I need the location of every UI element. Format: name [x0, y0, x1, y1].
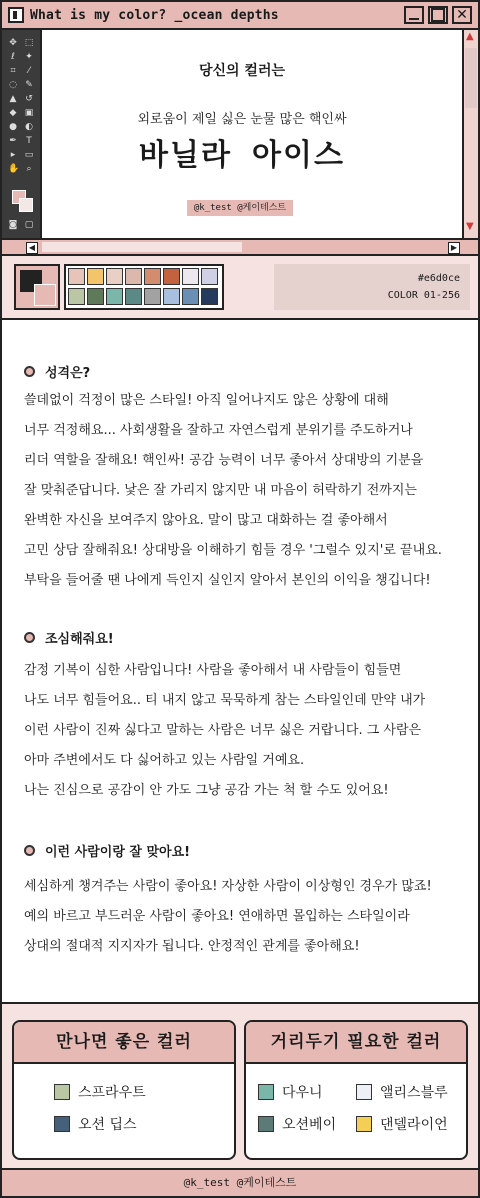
heal-tool-icon[interactable]: ◌: [9, 80, 17, 90]
pen-tool-icon[interactable]: ✒: [9, 136, 17, 146]
toolbox: [2, 30, 42, 238]
close-button[interactable]: ✕: [452, 6, 472, 24]
magic-wand-icon[interactable]: ✦: [25, 52, 33, 62]
palette-swatch[interactable]: [144, 288, 161, 305]
stamp-tool-icon[interactable]: ▲: [9, 94, 17, 104]
blur-tool-icon[interactable]: ●: [9, 122, 17, 132]
color-match-area: [2, 1002, 478, 1168]
brush-tool-icon[interactable]: ✎: [25, 80, 33, 90]
color-chip: [258, 1084, 274, 1100]
color-code: COLOR 01-256: [387, 290, 460, 301]
avoid-color-item: 오션베이: [258, 1114, 336, 1134]
text-line: 쓸데없이 걱정이 많은 스타일! 아직 일어나지도 않은 상황에 대해: [24, 393, 389, 408]
result-subtitle: 외로움이 제일 싫은 눈물 많은 핵인싸: [137, 112, 347, 127]
palette-swatch[interactable]: [182, 268, 199, 285]
quick-mask-icon[interactable]: ◙: [8, 220, 18, 230]
horizontal-scrollbar[interactable]: [2, 238, 478, 256]
color-chip: [258, 1116, 274, 1132]
color-chip: [356, 1116, 372, 1132]
marquee-tool-icon[interactable]: ⬚: [24, 38, 34, 48]
palette-swatch[interactable]: [125, 268, 142, 285]
screen-mode-icon[interactable]: ▢: [24, 220, 34, 230]
palette-swatch[interactable]: [201, 288, 218, 305]
palette-swatch[interactable]: [87, 268, 104, 285]
shape-tool-icon[interactable]: ▭: [24, 150, 34, 160]
scroll-left-arrow-icon[interactable]: ◀: [26, 242, 38, 254]
path-select-icon[interactable]: ▸: [10, 150, 16, 160]
color-hex: #e6d0ce: [417, 273, 460, 284]
avoid-color-card-title: 거리두기 필요한 컬러: [246, 1022, 466, 1064]
palette-swatch[interactable]: [106, 288, 123, 305]
color-chip: [54, 1116, 70, 1132]
text-line: 너무 걱정해요... 사회생활을 잘하고 자연스럽게 분위기를 주도하거나: [24, 423, 413, 438]
eraser-tool-icon[interactable]: ◆: [9, 108, 17, 118]
vertical-scroll-thumb[interactable]: [465, 48, 477, 108]
result-heading: 당신의 컬러는: [198, 63, 286, 79]
text-line: 예의 바르고 부드러운 사람이 좋아요! 연애하면 몰입하는 스타일이라: [24, 909, 410, 924]
text-line: 부탁을 들어줄 땐 나에게 득인지 실인지 알아서 본인의 이익을 챙깁니다!: [24, 573, 431, 588]
palette-swatch[interactable]: [144, 268, 161, 285]
good-color-item: 오션 딥스: [54, 1114, 137, 1134]
text-line: 나도 너무 힘들어요.. 티 내지 않고 묵묵하게 참는 스타일인데 만약 내가: [24, 693, 426, 708]
hand-tool-icon[interactable]: ✋: [8, 164, 20, 174]
color-chip: [356, 1084, 372, 1100]
zoom-tool-icon[interactable]: ⌕: [26, 164, 32, 174]
scroll-down-arrow-icon[interactable]: ▼: [466, 221, 474, 232]
palette-swatch[interactable]: [182, 288, 199, 305]
scroll-right-arrow-icon[interactable]: ▶: [448, 242, 460, 254]
section-title-match: 이런 사람이랑 잘 맞아요!: [24, 841, 190, 860]
move-tool-icon[interactable]: ✥: [9, 38, 17, 48]
section-title-personality: 성격은?: [24, 362, 90, 381]
dodge-tool-icon[interactable]: ◐: [25, 122, 33, 132]
history-brush-icon[interactable]: ↺: [25, 94, 33, 104]
text-line: 아마 주변에서도 다 싫어하고 있는 사람일 거예요.: [24, 753, 305, 768]
avoid-color-card: [244, 1020, 468, 1160]
maximize-button[interactable]: [428, 6, 448, 24]
section-title-caution: 조심해줘요!: [24, 628, 114, 647]
bullet-icon: [24, 366, 35, 377]
palette-swatch[interactable]: [163, 288, 180, 305]
text-line: 완벽한 자신을 보여주지 않아요. 말이 많고 대화하는 걸 좋아해서: [24, 513, 388, 528]
crop-tool-icon[interactable]: ⌗: [10, 66, 16, 76]
title-bar: [2, 2, 478, 30]
avoid-color-item: 댄델라이언: [356, 1114, 448, 1134]
canvas-document: [42, 30, 462, 238]
lasso-tool-icon[interactable]: ℓ: [11, 52, 15, 62]
result-color-name: 바닐라 아이스: [139, 138, 345, 173]
eyedropper-icon[interactable]: ⁄: [28, 66, 30, 76]
avoid-color-item: 다우니: [258, 1082, 323, 1102]
app-icon: [8, 7, 24, 23]
current-color-swatch[interactable]: [14, 264, 60, 310]
text-line: 상대의 절대적 지지자가 됩니다. 안정적인 관계를 좋아해요!: [24, 939, 360, 954]
vertical-scrollbar[interactable]: [462, 30, 478, 238]
palette-swatch[interactable]: [87, 288, 104, 305]
horizontal-scroll-thumb[interactable]: [42, 242, 242, 252]
color-chip: [54, 1084, 70, 1100]
palette-swatch[interactable]: [68, 268, 85, 285]
palette-swatch[interactable]: [201, 268, 218, 285]
avoid-color-item: 앨리스블루: [356, 1082, 448, 1102]
palette-swatch[interactable]: [125, 288, 142, 305]
text-line: 나는 진심으로 공감이 안 가도 그냥 공감 가는 척 할 수도 있어요!: [24, 783, 389, 798]
bullet-icon: [24, 845, 35, 856]
description-content: [2, 320, 478, 1002]
section-text-match: [24, 872, 474, 962]
text-line: 감정 기복이 심한 사람입니다! 사람을 좋아해서 내 사람들이 힘들면: [24, 663, 402, 678]
text-line: 고민 상담 잘해줘요! 상대방을 이해하기 힘들 경우 '그럴수 있지'로 끝내요.: [24, 543, 442, 558]
minimize-button[interactable]: [404, 6, 424, 24]
section-text-personality: [24, 386, 474, 596]
palette-swatch[interactable]: [163, 268, 180, 285]
palette-swatch[interactable]: [68, 288, 85, 305]
canvas-area: [42, 30, 462, 238]
palette-grid: [64, 264, 224, 310]
gradient-tool-icon[interactable]: ▣: [24, 108, 34, 118]
text-line: 리더 역할을 잘해요! 핵인싸! 공감 능력이 너무 좋아서 상대방의 기분을: [24, 453, 424, 468]
footer-credit: @k_test @케이테스트: [2, 1168, 478, 1196]
secondary-swatch: [34, 284, 56, 306]
palette-bar: [2, 256, 478, 320]
credit-tag: @k_test @케이테스트: [187, 200, 293, 216]
window-title: What is my color? _ocean depths: [30, 8, 279, 23]
type-tool-icon[interactable]: T: [26, 136, 32, 146]
good-color-item: 스프라우트: [54, 1082, 146, 1102]
good-color-card-title: 만나면 좋은 컬러: [14, 1022, 234, 1064]
text-line: 세심하게 챙겨주는 사람이 좋아요! 자상한 사람이 이상형인 경우가 많죠!: [24, 879, 432, 894]
text-line: 잘 맞춰준답니다. 낯은 잘 가리지 않지만 내 마음이 허락하기 전까지는: [24, 483, 417, 498]
section-text-caution: [24, 656, 474, 806]
good-color-card: [12, 1020, 236, 1160]
text-line: 이런 사람이 진짜 싫다고 말하는 사람은 너무 싫은 거랍니다. 그 사람은: [24, 723, 422, 738]
palette-swatch[interactable]: [106, 268, 123, 285]
bullet-icon: [24, 632, 35, 643]
scroll-up-arrow-icon[interactable]: ▲: [466, 31, 474, 42]
color-info-box: [274, 264, 470, 310]
background-color-swatch[interactable]: [19, 198, 33, 212]
